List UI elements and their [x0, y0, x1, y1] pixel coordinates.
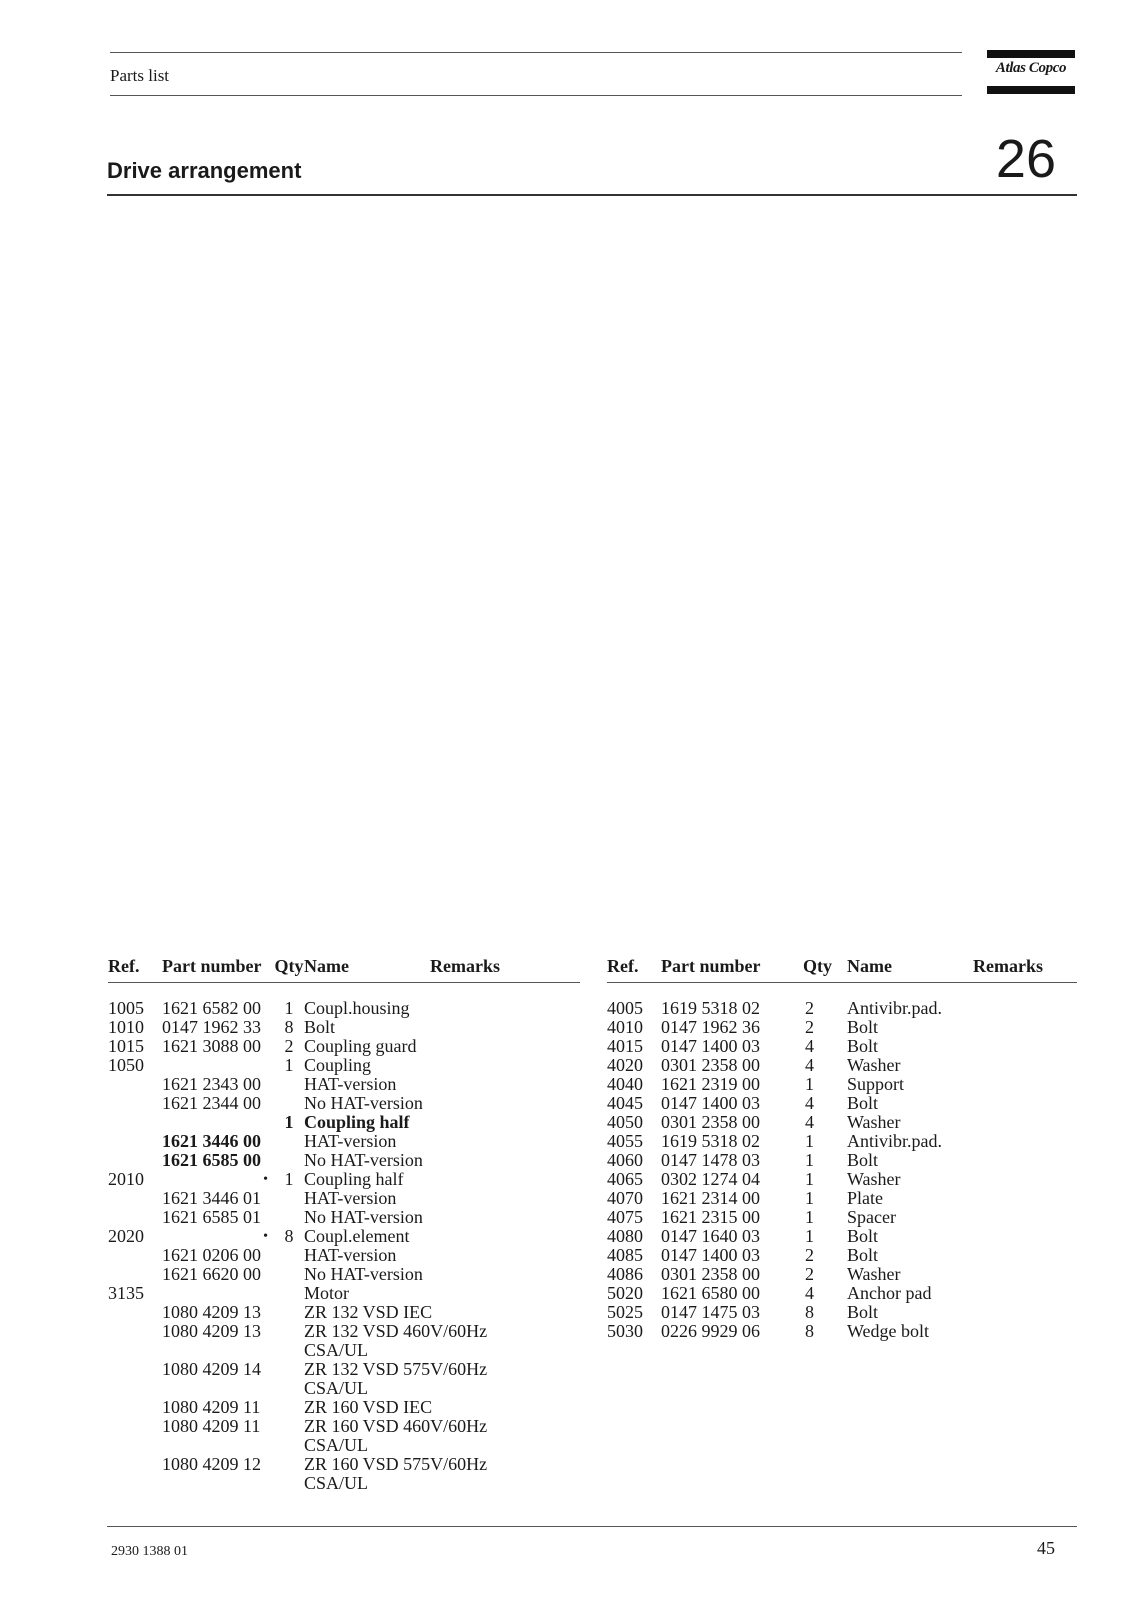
name-cell: HAT-version	[304, 1131, 397, 1151]
table-row	[607, 1075, 1077, 1094]
qty-cell	[274, 1284, 304, 1303]
name-cell: ZR 160 VSD IEC	[304, 1397, 433, 1417]
name-cell: CSA/UL	[304, 1435, 369, 1455]
name-cell: ZR 132 VSD 460V/60Hz	[304, 1321, 488, 1341]
ref-value: 1005	[108, 998, 144, 1018]
qty-cell	[274, 1265, 304, 1284]
qty-cell: 4	[805, 1055, 814, 1075]
ref-cell: 4005	[607, 998, 643, 1018]
part-number-cell	[162, 1474, 274, 1493]
qty-cell	[274, 1360, 304, 1379]
table-row	[108, 1455, 580, 1474]
ref-cell: 4086	[607, 1264, 643, 1284]
part-number-cell: 1621 3446 00	[162, 1131, 261, 1151]
logo-wordmark: Atlas Copco	[995, 60, 1067, 76]
name-cell: Spacer	[847, 1207, 896, 1227]
ref-cell	[108, 1132, 162, 1151]
name-cell: No HAT-version	[304, 1207, 423, 1227]
table-row	[607, 1113, 1077, 1132]
part-number-cell: 1621 6620 00	[162, 1264, 261, 1284]
qty-cell: 1	[284, 1112, 294, 1132]
name-cell: HAT-version	[304, 1074, 397, 1094]
col-header-remarks: Remarks	[430, 956, 580, 983]
table-row	[108, 1208, 580, 1227]
part-number-cell: 1080 4209 11	[162, 1397, 261, 1417]
title-rule	[107, 194, 1077, 196]
name-cell: Anchor pad	[847, 1283, 932, 1303]
qty-cell	[274, 1417, 304, 1436]
part-number-cell: 1621 6580 00	[661, 1283, 760, 1303]
qty-cell: 1	[805, 1150, 814, 1170]
ref-cell	[108, 1398, 162, 1417]
name-cell: Bolt	[847, 1017, 879, 1037]
part-number-cell: 0147 1475 03	[661, 1302, 760, 1322]
ref-cell	[108, 1075, 162, 1094]
col-header-ref: Ref.	[607, 956, 661, 983]
table-row	[108, 1436, 580, 1455]
qty-cell: 2	[805, 1264, 814, 1284]
table-row	[607, 1303, 1077, 1322]
name-cell: ZR 132 VSD 575V/60Hz	[304, 1359, 488, 1379]
name-cell: Plate	[847, 1188, 883, 1208]
qty-cell: 1	[805, 1131, 814, 1151]
part-number-cell: 1619 5318 02	[661, 998, 760, 1018]
ref-cell	[108, 1056, 162, 1075]
table-row	[108, 1113, 580, 1132]
qty-cell: 1	[284, 998, 294, 1018]
name-cell: Bolt	[847, 1302, 879, 1322]
qty-cell	[274, 1189, 304, 1208]
table-row	[607, 1151, 1077, 1170]
table-row	[607, 1246, 1077, 1265]
name-cell: Washer	[847, 1055, 901, 1075]
name-cell: Bolt	[304, 1017, 336, 1037]
part-number-cell	[162, 1284, 274, 1303]
table-row	[607, 1189, 1077, 1208]
name-cell: No HAT-version	[304, 1093, 423, 1113]
ref-cell	[108, 1037, 162, 1056]
part-number-cell: 1621 2319 00	[661, 1074, 760, 1094]
qty-cell: 2	[805, 998, 814, 1018]
ref-cell	[108, 1265, 162, 1284]
ref-value: 1010	[108, 1017, 144, 1037]
part-number-cell: 1621 3446 01	[162, 1188, 261, 1208]
ref-value: 3135	[108, 1283, 144, 1303]
name-cell: No HAT-version	[304, 1264, 423, 1284]
name-cell: Antivibr.pad.	[847, 998, 942, 1018]
part-number-cell: 0301 2358 00	[661, 1055, 760, 1075]
part-number-cell: 0147 1640 03	[661, 1226, 760, 1246]
part-number-cell: 1621 6585 01	[162, 1207, 261, 1227]
ref-cell	[108, 1455, 162, 1474]
part-number-cell: 1080 4209 14	[162, 1359, 261, 1379]
name-cell: Wedge bolt	[847, 1321, 930, 1341]
name-cell: ZR 160 VSD 575V/60Hz	[304, 1454, 488, 1474]
ref-cell	[108, 1113, 162, 1132]
table-row	[607, 1037, 1077, 1056]
table-row	[108, 1132, 580, 1151]
ref-cell: 4020	[607, 1055, 643, 1075]
part-number-cell: 0147 1400 03	[661, 1093, 760, 1113]
table-row	[607, 999, 1077, 1018]
table-row	[108, 1341, 580, 1360]
part-number-cell: 0147 1400 03	[661, 1036, 760, 1056]
qty-cell: 8	[805, 1321, 814, 1341]
part-number-cell: 1619 5318 02	[661, 1131, 760, 1151]
ref-cell: 4080	[607, 1226, 643, 1246]
table-row	[108, 1360, 580, 1379]
ref-cell: 5020	[607, 1283, 643, 1303]
ref-cell	[108, 1360, 162, 1379]
ref-cell: 5030	[607, 1321, 643, 1341]
table-row	[108, 1170, 580, 1189]
ref-cell	[108, 1474, 162, 1493]
document-code: 2930 1388 01	[111, 1544, 188, 1559]
table-row	[108, 999, 580, 1018]
atlas-copco-logo	[987, 50, 1075, 94]
qty-cell: 1	[805, 1207, 814, 1227]
part-number-cell: 0301 2358 00	[661, 1112, 760, 1132]
qty-cell: 1	[284, 1169, 294, 1189]
col-header-ref: Ref.	[108, 956, 162, 983]
name-cell: CSA/UL	[304, 1473, 369, 1493]
name-cell: Coupling guard	[304, 1036, 417, 1056]
interchangeable-bullet: •	[263, 1172, 268, 1187]
qty-cell	[274, 1455, 304, 1474]
ref-cell: 4040	[607, 1074, 643, 1094]
qty-cell	[274, 1151, 304, 1170]
name-cell: Coupling	[304, 1055, 372, 1075]
section-title: Drive arrangement	[107, 158, 302, 183]
ref-cell	[108, 1322, 162, 1341]
ref-cell: 4010	[607, 1017, 643, 1037]
name-cell: Bolt	[847, 1245, 879, 1265]
part-number-cell: 1621 3088 00	[162, 1036, 261, 1056]
part-number-cell: 1621 2343 00	[162, 1074, 261, 1094]
qty-cell: 8	[284, 1226, 294, 1246]
name-cell: Bolt	[847, 1093, 879, 1113]
table-row	[108, 1056, 580, 1075]
qty-cell	[274, 1341, 304, 1360]
ref-cell: 4070	[607, 1188, 643, 1208]
ref-cell	[108, 1094, 162, 1113]
qty-cell: 1	[805, 1188, 814, 1208]
ref-cell	[108, 999, 162, 1018]
name-cell: Coupl.housing	[304, 998, 410, 1018]
interchangeable-bullet: •	[263, 1229, 268, 1244]
table-row	[607, 1322, 1077, 1341]
part-number-cell	[162, 1436, 274, 1455]
part-number-cell: 0301 2358 00	[661, 1264, 760, 1284]
qty-cell: 2	[805, 1017, 814, 1037]
name-cell: Support	[847, 1074, 905, 1094]
footer-rule	[107, 1526, 1077, 1527]
name-cell: Antivibr.pad.	[847, 1131, 942, 1151]
table-row	[108, 1037, 580, 1056]
table-row	[108, 1189, 580, 1208]
ref-cell: 4045	[607, 1093, 643, 1113]
col-header-qty: Qty	[274, 956, 304, 983]
part-number-cell: 1621 6582 00	[162, 998, 261, 1018]
qty-cell: 4	[805, 1036, 814, 1056]
table-row	[607, 1265, 1077, 1284]
part-number-cell: 1080 4209 13	[162, 1302, 261, 1322]
table-row	[607, 1018, 1077, 1037]
qty-cell: 2	[805, 1245, 814, 1265]
qty-cell: 8	[805, 1302, 814, 1322]
col-header-name: Name	[847, 956, 973, 983]
table-row	[108, 1094, 580, 1113]
ref-cell	[108, 1417, 162, 1436]
name-cell: Coupling half	[304, 1169, 404, 1189]
name-cell: ZR 132 VSD IEC	[304, 1302, 433, 1322]
col-header-remarks: Remarks	[973, 956, 1077, 983]
table-row	[108, 1303, 580, 1322]
section-number: 26	[995, 129, 1056, 189]
table-row	[607, 1208, 1077, 1227]
qty-cell	[274, 1094, 304, 1113]
parts-table-left	[108, 956, 580, 1493]
table-row	[108, 1284, 580, 1303]
ref-cell	[108, 1436, 162, 1455]
col-header-qty: Qty	[803, 956, 847, 983]
ref-cell	[108, 1170, 162, 1189]
name-cell: Coupl.element	[304, 1226, 410, 1246]
qty-cell: 2	[284, 1036, 294, 1056]
name-cell: Motor	[304, 1283, 349, 1303]
ref-cell: 4055	[607, 1131, 643, 1151]
qty-cell: 4	[805, 1283, 814, 1303]
ref-cell: 5025	[607, 1302, 643, 1322]
table-row	[607, 1284, 1077, 1303]
part-number-cell: 1621 2344 00	[162, 1093, 261, 1113]
col-header-part-number: Part number	[661, 956, 803, 983]
ref-value: 1015	[108, 1036, 144, 1056]
qty-cell	[274, 1398, 304, 1417]
qty-cell	[274, 1379, 304, 1398]
qty-cell	[274, 1436, 304, 1455]
ref-cell	[108, 1208, 162, 1227]
table-row	[108, 1018, 580, 1037]
table-row	[607, 1170, 1077, 1189]
ref-cell	[108, 1227, 162, 1246]
name-cell: Washer	[847, 1264, 901, 1284]
qty-cell	[274, 1132, 304, 1151]
logo-top-bar	[987, 50, 1075, 58]
ref-cell: 4075	[607, 1207, 643, 1227]
qty-cell: 1	[805, 1226, 814, 1246]
ref-value: 1050	[108, 1055, 144, 1075]
ref-value: 2010	[108, 1169, 144, 1189]
part-number-cell: 0302 1274 04	[661, 1169, 760, 1189]
name-cell: No HAT-version	[304, 1150, 423, 1170]
table-row	[108, 1398, 580, 1417]
part-number-cell: 0147 1478 03	[661, 1150, 760, 1170]
table-row	[108, 1246, 580, 1265]
part-number-cell: 0147 1962 36	[661, 1017, 760, 1037]
part-number-cell: 1621 0206 00	[162, 1245, 261, 1265]
table-row	[607, 1132, 1077, 1151]
ref-cell	[108, 1189, 162, 1208]
ref-cell	[108, 1379, 162, 1398]
table-row	[108, 1265, 580, 1284]
name-cell: HAT-version	[304, 1188, 397, 1208]
qty-cell: 1	[805, 1169, 814, 1189]
part-number-cell	[162, 1056, 274, 1075]
name-cell: CSA/UL	[304, 1378, 369, 1398]
qty-cell	[274, 1474, 304, 1493]
qty-cell: 4	[805, 1093, 814, 1113]
col-header-name: Name	[304, 956, 430, 983]
table-row	[607, 1227, 1077, 1246]
name-cell: Bolt	[847, 1150, 879, 1170]
ref-cell: 4060	[607, 1150, 643, 1170]
part-number-cell: 1621 2315 00	[661, 1207, 760, 1227]
table-row	[607, 1056, 1077, 1075]
name-cell: ZR 160 VSD 460V/60Hz	[304, 1416, 488, 1436]
page-number: 45	[1037, 1538, 1055, 1558]
part-number-cell: 0226 9929 06	[661, 1321, 760, 1341]
table-row	[108, 1474, 580, 1493]
ref-cell: 4085	[607, 1245, 643, 1265]
ref-cell: 4015	[607, 1036, 643, 1056]
table-row	[108, 1151, 580, 1170]
part-number-cell: 0147 1962 33	[162, 1017, 261, 1037]
name-cell: Coupling half	[304, 1112, 410, 1132]
name-cell: Washer	[847, 1169, 901, 1189]
name-cell: HAT-version	[304, 1245, 397, 1265]
qty-cell: 8	[284, 1017, 294, 1037]
header-bottom-rule	[110, 95, 962, 96]
qty-cell	[274, 1075, 304, 1094]
qty-cell	[274, 1322, 304, 1341]
table-row	[108, 1322, 580, 1341]
ref-cell	[108, 1284, 162, 1303]
part-number-cell: 1080 4209 12	[162, 1454, 261, 1474]
ref-cell: 4065	[607, 1169, 643, 1189]
part-number-cell	[162, 1227, 274, 1246]
table-row	[108, 1227, 580, 1246]
qty-cell	[274, 1303, 304, 1322]
table-row	[607, 1094, 1077, 1113]
header-label: Parts list	[110, 66, 170, 85]
part-number-cell: 1080 4209 11	[162, 1416, 261, 1436]
logo-bottom-bar	[987, 86, 1075, 94]
qty-cell: 1	[805, 1074, 814, 1094]
part-number-cell: 0147 1400 03	[661, 1245, 760, 1265]
part-number-cell	[162, 1379, 274, 1398]
part-number-cell	[162, 1113, 274, 1132]
ref-value: 2020	[108, 1226, 144, 1246]
col-header-part-number: Part number	[162, 956, 274, 983]
ref-cell	[108, 1341, 162, 1360]
part-number-cell	[162, 1170, 274, 1189]
ref-cell	[108, 1151, 162, 1170]
qty-cell: 4	[805, 1112, 814, 1132]
qty-cell	[274, 1246, 304, 1265]
part-number-cell: 1621 2314 00	[661, 1188, 760, 1208]
table-row	[108, 1379, 580, 1398]
parts-table-right	[607, 956, 1077, 1341]
ref-cell	[108, 1018, 162, 1037]
ref-cell	[108, 1303, 162, 1322]
name-cell: CSA/UL	[304, 1340, 369, 1360]
part-number-cell: 1080 4209 13	[162, 1321, 261, 1341]
part-number-cell	[162, 1341, 274, 1360]
qty-cell: 1	[284, 1055, 294, 1075]
table-row	[108, 1075, 580, 1094]
ref-cell: 4050	[607, 1112, 643, 1132]
part-number-cell: 1621 6585 00	[162, 1150, 261, 1170]
qty-cell	[274, 1208, 304, 1227]
name-cell: Bolt	[847, 1226, 879, 1246]
name-cell: Washer	[847, 1112, 901, 1132]
table-row	[108, 1417, 580, 1436]
header-top-rule	[110, 52, 962, 53]
name-cell: Bolt	[847, 1036, 879, 1056]
ref-cell	[108, 1246, 162, 1265]
